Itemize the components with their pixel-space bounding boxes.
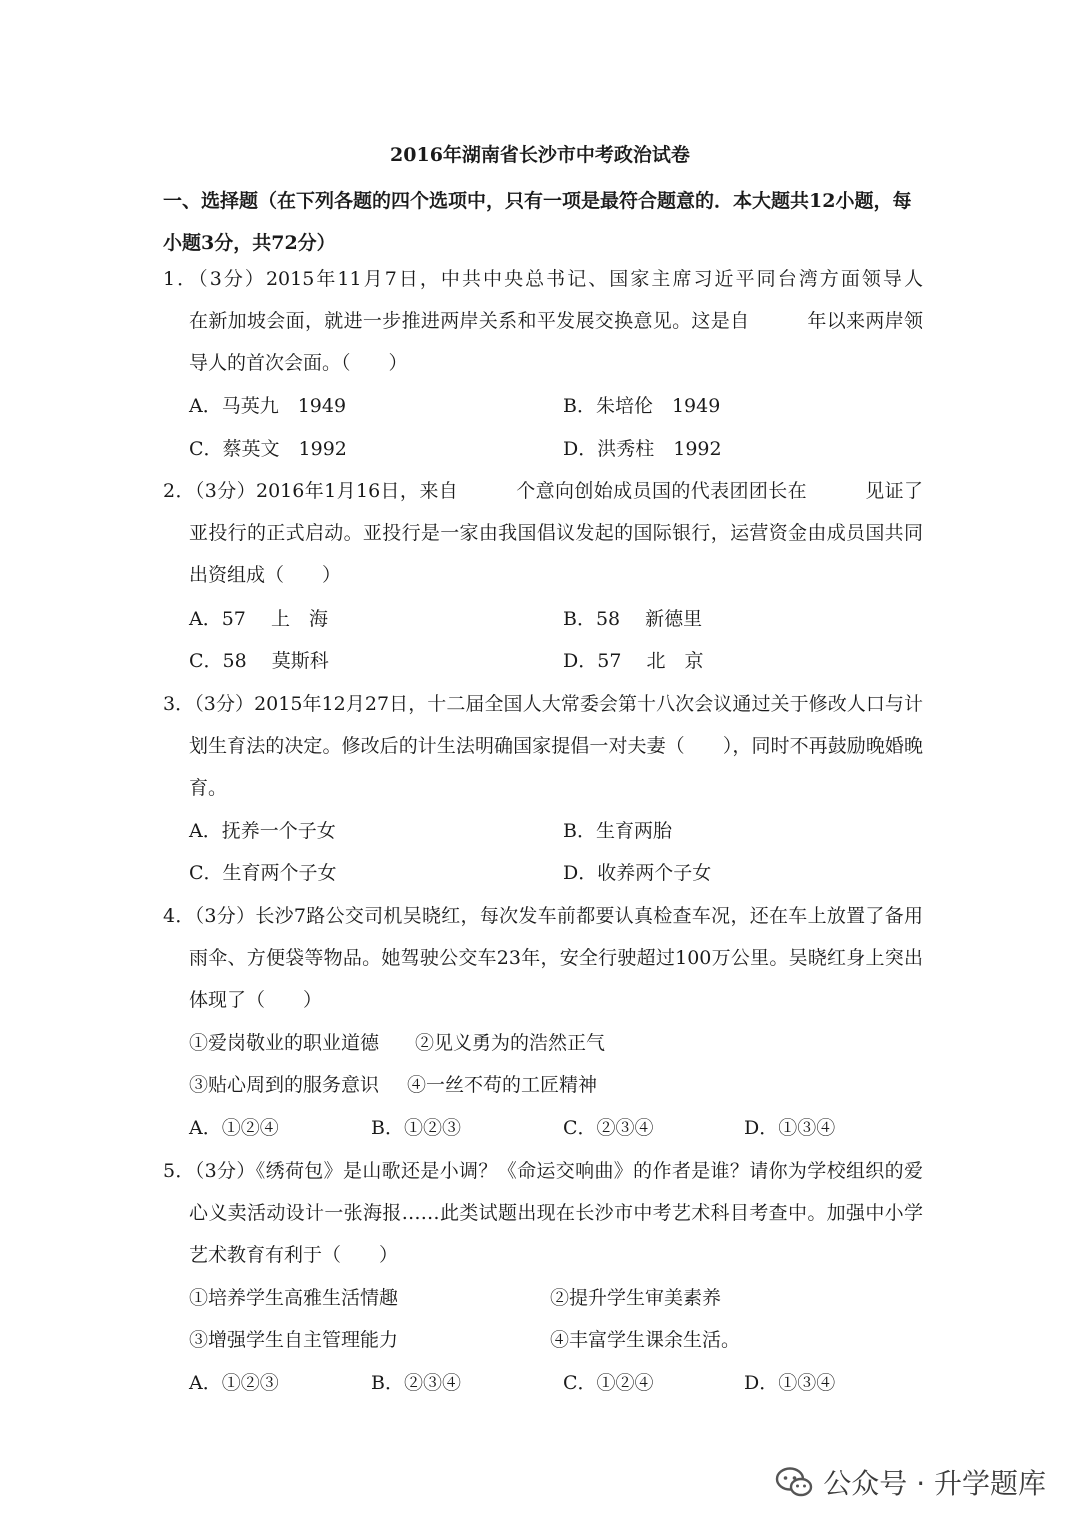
option-b: B．②③④: [371, 1372, 461, 1394]
question-3: [163, 683, 923, 809]
option-c: C．蔡英文 1992: [189, 438, 347, 460]
option-b: B．①②③: [371, 1117, 461, 1139]
question-2: [163, 470, 923, 596]
option-d: D．①③④: [744, 1117, 836, 1139]
statement-item: ①培养学生高雅生活情趣: [189, 1287, 399, 1309]
statement-item: ③增强学生自主管理能力: [189, 1329, 399, 1351]
wechat-icon: [775, 1466, 813, 1498]
watermark: [775, 1462, 1046, 1502]
statement-item: ③贴心周到的服务意识: [189, 1074, 380, 1096]
option-a: A．①②④: [189, 1117, 279, 1139]
option-b: B．朱培伦 1949: [563, 395, 721, 417]
option-d: D．收养两个子女: [563, 862, 712, 884]
option-a: A．马英九 1949: [189, 395, 347, 417]
option-c: C．58 莫斯科: [189, 650, 329, 672]
option-b: B．58 新德里: [563, 608, 703, 630]
question-stem: 4．（3分）长沙7路公交司机吴晓红，每次发车前都要认真检查车况，还在车上放置了备用雨伞、方便袋等物品。她驾驶公交车23年，安全行驶超过100万公里。吴晓红身上突出体现了（ ）: [163, 905, 923, 1011]
option-a: A．①②③: [189, 1372, 279, 1394]
question-stem: 2．（3分）2016年1月16日，来自 个意向创始成员国的代表团团长在 见证了亚投行的正式启动。亚投行是一家由我国倡议发起的国际银行，运营资金由成员国共同出资组成（ ）: [163, 480, 923, 586]
statement-item: ②提升学生审美素养: [550, 1287, 722, 1309]
question-5: [163, 1150, 923, 1276]
section-heading: 一、选择题（在下列各题的四个选项中，只有一项是最符合题意的．本大题共12小题，每小题3分，共72分）: [163, 190, 912, 254]
option-c: C．生育两个子女: [189, 862, 337, 884]
watermark-text: 公众号 · 升学题库: [823, 1467, 1046, 1500]
option-c: C．②③④: [563, 1117, 654, 1139]
page-title: 2016年湖南省长沙市中考政治试卷: [390, 144, 690, 166]
option-d: D．①③④: [744, 1372, 836, 1394]
statement-item: ②见义勇为的浩然正气: [415, 1032, 606, 1054]
question-stem: 1．（3分）2015年11月7日，中共中央总书记、国家主席习近平同台湾方面领导人 在新加坡会面，就进一步推进两岸关系和平发展交换意见。这是自 年以来两岸领导人的首次会面。（ ）: [163, 268, 981, 374]
option-d: D．57 北 京: [563, 650, 704, 672]
option-a: A．抚养一个子女: [189, 820, 336, 842]
statement-item: ④丰富学生课余生活。: [550, 1329, 741, 1351]
option-b: B．生育两胎: [563, 820, 672, 842]
question-1: [163, 258, 981, 384]
question-stem: 3．（3分）2015年12月27日，十二届全国人大常委会第十八次会议通过关于修改人口与计划生育法的决定。修改后的计生法明确国家提倡一对夫妻（ ），同时不再鼓励晚婚晚育。: [163, 693, 923, 799]
question-stem: 5．（3分）《绣荷包》是山歌还是小调？《命运交响曲》的作者是谁？请你为学校组织的爱心义卖活动设计一张海报……此类试题出现在长沙市中考艺术科目考查中。加强中小学艺术教育有利于（ ）: [163, 1160, 923, 1266]
option-c: C．①②④: [563, 1372, 654, 1394]
statement-item: ①爱岗敬业的职业道德: [189, 1032, 380, 1054]
option-d: D．洪秀柱 1992: [563, 438, 722, 460]
question-4: [163, 895, 923, 1021]
statement-item: ④一丝不苟的工匠精神: [407, 1074, 598, 1096]
option-a: A．57 上 海: [189, 608, 328, 630]
